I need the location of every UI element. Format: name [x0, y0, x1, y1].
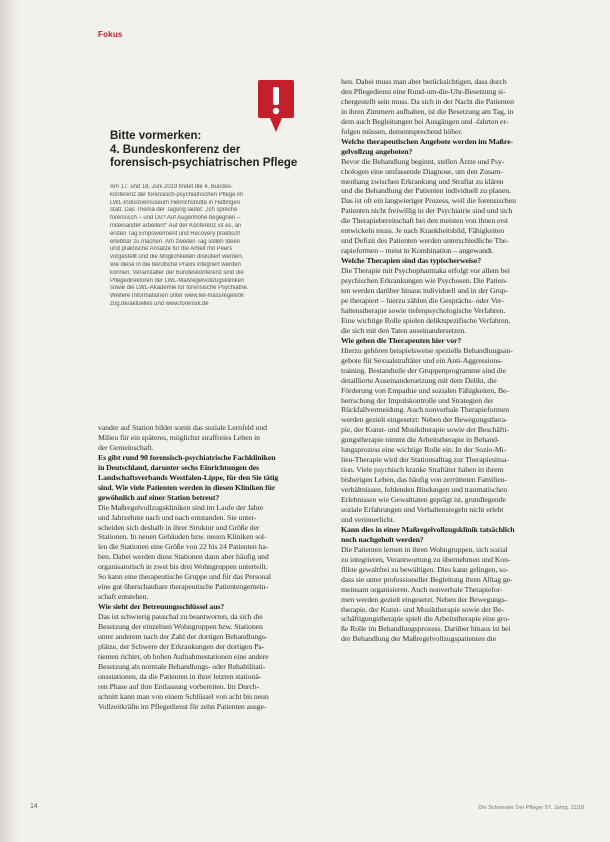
text-line: organisatorisch in zwei bis drei Wohngruppen unterteilt.: [98, 562, 268, 572]
text-line: schnitt kann man von einem Schlüssel von acht bis neun: [98, 691, 269, 701]
text-line: haltenstherapie sowie tiefenpsychologische Verfahren.: [341, 305, 506, 315]
title-line: Bitte vormerken:: [110, 130, 202, 142]
text-line: len die Stationen eine Größe von 22 bis 24 Patienten ha-: [98, 542, 269, 552]
text-line: chologen eine umfassende Diagnose, um den Zusam-: [341, 166, 503, 176]
body-line: vorgestellt und die Möglichkeiten diskutiert werden,: [110, 254, 244, 261]
question-line: Es gibt rund 90 forensisch-psychiatrische Fachkliniken: [98, 452, 276, 462]
text-line: Erlebnissen wie Gewalttaten geprägt ist, grundlegende: [341, 495, 506, 505]
body-line: ersten Tag Empowerment und Recovery praktisch: [110, 230, 241, 237]
text-line: ten werden darüber hinaus individuell und in der Grup-: [341, 286, 508, 296]
text-line: dass sie unter professioneller Begleitung ihren Alltag ge-: [341, 574, 513, 584]
text-line: und Jahrzehnte nach und nach entstanden. Sie unter-: [98, 512, 257, 522]
text-line: der Behandlung der Maßregelvollzugspatienten die: [341, 634, 496, 644]
publication-source: Die Schwester Der Pfleger 57. Jahrg. 11|18: [478, 805, 584, 811]
text-line: entwickeln muss. Je nach Krankheitsbild, Fähigkeiten: [341, 226, 505, 236]
section-label: Fokus: [98, 30, 123, 39]
text-line: die sich mit den Taten auseinandersetzen.: [341, 325, 467, 335]
article-column-left: [98, 423, 326, 712]
text-line: in ihren Zimmern aufhalten, ist die Besetzung am Tag, in: [341, 106, 514, 116]
text-line: Förderung von Empathie und sozialen Fähigkeiten, Be-: [341, 385, 509, 395]
text-line: gebote für Sexualstraftäter und ein Anti-Aggressions-: [341, 355, 503, 365]
body-line: LWL-Industriemuseum Henrichshütte in Hattingen: [110, 199, 240, 206]
text-line: ße Rolle im Behandlungsprozess. Darüber hinaus ist bei: [341, 624, 511, 634]
text-line: Die Patienten lernen in ihren Wohngruppen, sich sozial: [341, 544, 508, 554]
body-line: miteinander arbeiten!“ Auf der Konferenz ist es, an: [110, 222, 242, 229]
body-line: erlebbar zu machen. Am zweiten Tag sollen Ideen: [110, 238, 240, 245]
text-line: der Gemeinschaft.: [98, 442, 154, 452]
text-line: Rückfallvermeidung. Auch nonverbale Therapieformen: [341, 405, 510, 415]
body-line: statt. Das Thema der Tagung lautet: „Ich spreche: [110, 207, 238, 214]
title-line: 4. Bundeskonferenz der: [110, 143, 241, 156]
text-line: detaillierte Auseinandersetzung mit dem Delikt, die: [341, 375, 497, 385]
exclamation-alert-icon: [256, 78, 296, 134]
text-line: Besetzung der einzelnen Wohngruppen bzw. Stationen: [98, 622, 263, 632]
question-line: Welche therapeutischen Angebote werden im Maßre-: [341, 136, 513, 146]
text-line: ben. Dabei werden diese Stationen dann aber häufig und: [98, 552, 269, 562]
text-line: verhältnissen, fehlenden Bindungen und traumatischen: [341, 485, 508, 495]
body-line: können. Veranstalter der Bundeskonferenz sind die: [110, 269, 244, 276]
text-line: und die Behandlung der Patienten individuell zu planen.: [341, 186, 511, 196]
text-line: rapieformen – meist in Kombination – angewandt.: [341, 246, 494, 256]
box-title: [110, 130, 310, 171]
question-line: in Deutschland, darunter sechs Einrichtungen des: [98, 462, 259, 472]
body-line: Am 17. und 18. Juni 2019 findet die 4. Bundes-: [110, 184, 233, 190]
text-line: zu integrieren, Verantwortung zu übernehmen und Kon-: [341, 554, 511, 564]
text-line: werden gezielt eingesetzt: Neben der Bewegungsthera-: [341, 415, 508, 425]
body-line: zug.de/aktuelles und www.forensik.de: [110, 300, 209, 307]
question-line: Wie gehen die Therapeuten hier vor?: [341, 335, 462, 345]
body-line: wie diese in die berufliche Praxis integriert werden: [110, 261, 241, 268]
text-line: chergestellt sein muss. Da sich in der Nacht die Patienten: [341, 96, 514, 106]
text-line: vander auf Station bildet somit das soziale Lernfeld und: [98, 423, 267, 432]
text-line: menhang zwischen Erkrankung und Straftat zu klären: [341, 176, 504, 186]
text-line: herrschung der Impulskontrolle und Strategien der: [341, 395, 494, 405]
question-line: gelvollzug angeboten?: [341, 146, 413, 156]
text-line: Das ist oft ein langwieriger Prozess, weil die forensischen: [341, 196, 516, 206]
text-line: Die Therapie mit Psychopharmaka erfolgt vor allem bei: [341, 266, 510, 276]
question-line: sind. Wie viele Patienten werden in diesen Kliniken für: [98, 482, 276, 492]
question-line: Wie sieht der Betreuungsschlüssel aus?: [98, 602, 225, 612]
text-line: Besetzung als normale Behandlungs- oder Rehabilitati-: [98, 661, 266, 671]
title-line: forensisch-psychiatrischen Pflege: [110, 157, 298, 169]
text-line: soziale Erfahrungen und Verhaltensregeln nicht erlebt: [341, 504, 504, 514]
text-line: men werden gezielt eingesetzt. Neben der Bewegungs-: [341, 594, 508, 604]
text-line: flikte gewaltfrei zu bewältigen. Dies kann gelingen, so-: [341, 564, 509, 574]
text-line: meinsam organisieren. Auch nonverbale Therapiefor-: [341, 584, 503, 594]
text-line: Bevor die Behandlung beginnt, stellen Ärzte und Psy-: [341, 156, 505, 166]
text-line: folgen müssen, dementsprechend höher.: [341, 126, 463, 136]
text-line: scheiden sich deshalb in ihrer Struktur und Größe der: [98, 522, 260, 532]
text-line: therapie, der Kunst- und Musiktherapie sowie der Be-: [341, 604, 504, 614]
text-line: schäftigungstherapie spielt die Arbeitstherapie eine gro-: [341, 614, 510, 624]
text-line: den Pflegedienst eine Rund-um-die-Uhr-Besetzung si-: [341, 86, 506, 96]
text-line: unter anderem nach der Zahl der dortigen Behandlungs-: [98, 632, 268, 642]
text-line: Vollzeitkräfte im Pflegedienst für zehn Patienten ausge-: [98, 701, 267, 711]
question-line: gewöhnlich auf einer Station betreut?: [98, 492, 220, 502]
text-line: die Therapiebereitschaft bei den meisten von ihnen erst: [341, 216, 508, 226]
text-line: lieu-Therapie wird der Stationsalltag zur Therapiesitua-: [341, 455, 509, 465]
body-line: forensisch – und Du? Auf Augenhöhe begegnen –: [110, 215, 241, 222]
text-line: und verinnerlicht.: [341, 514, 395, 524]
text-line: hen. Dabei muss man aber berücksichtigen, dass durch: [341, 77, 507, 86]
text-line: plätze, der Schwere der Erkrankungen der dortigen Pa-: [98, 641, 265, 651]
question-line: Landschaftsverbands Westfalen-Lippe, für den Sie tätig: [98, 472, 279, 482]
text-line: Stationen. In neuen Gebäuden bzw. neuen Kliniken sol-: [98, 532, 267, 542]
text-line: So kann eine therapeutische Gruppe und für das Personal: [98, 572, 271, 582]
body-line: und praktische Ansätze für die Arbeit mit Peers: [110, 246, 233, 253]
text-line: dem auch Begleitungen bei Ausgängen und -fahrten er-: [341, 116, 509, 126]
text-line: ren Phase auf ihre Entlassung vorbereiten. Im Durch-: [98, 681, 260, 691]
text-line: tion. Viele psychisch kranke Straftäter haben in ihrem: [341, 465, 504, 475]
question-line: Welche Therapien sind das typischerweise?: [341, 256, 482, 266]
body-line: Weitere Informationen unter www.lwl-massregelvoll: [110, 293, 244, 300]
body-line: sowie die LWL-Akademie für forensische Psychiatrie.: [110, 285, 249, 292]
text-line: lungsprozess eine wichtige Rolle ein. In der Sozio-Mi-: [341, 445, 507, 455]
text-line: Das ist schwierig pauschal zu beantworten, da sich die: [98, 612, 263, 622]
text-line: schaft entstehen.: [98, 592, 149, 602]
text-line: onsstationen, da die Patienten in ihrer letzten stationä-: [98, 671, 262, 681]
text-line: Eine wichtige Rolle spielen deliktspezifische Verfahren,: [341, 315, 511, 325]
text-line: pie, der Kunst- und Musiktherapie sowie der Beschäfti-: [341, 425, 509, 435]
question-line: Kann dies in einer Maßregelvollzugsklinik tatsächlich: [341, 524, 515, 534]
text-line: Milieu für ein späteres, möglichst straffreies Leben in: [98, 432, 260, 442]
text-line: Patienten nicht freiwillig in der Psychiatrie sind und sich: [341, 206, 513, 216]
text-line: gungstherapie nimmt die Arbeitstherapie in Behand-: [341, 435, 500, 445]
question-line: noch nachgeholt werden?: [341, 534, 424, 544]
body-line: konferenz der forensisch-psychiatrischen Pflege im: [110, 191, 244, 198]
text-line: training. Bestandteile der Gruppenprogramme sind die: [341, 365, 506, 375]
body-line: Pflegedirektoren der LWL-Maßregelvollzugskliniken: [110, 277, 245, 284]
page-gutter: [0, 0, 20, 842]
page-number: 14: [30, 803, 38, 810]
text-line: Hierzu gehören beispielsweise spezielle Behandlungsan-: [341, 345, 513, 355]
text-line: tienten richtet, ob hohen Aufnahmestationen eine andere: [98, 651, 269, 661]
text-line: pe therapiert – hierzu zählen die Gesprächs- oder Ver-: [341, 295, 504, 305]
text-line: Die Maßregelvollzugskliniken sind im Laufe der Jahre: [98, 502, 264, 512]
article-column-right: [341, 77, 570, 644]
text-line: eine gut überschaubare therapeutische Patientengemein-: [98, 582, 268, 592]
text-line: und Defizit des Patienten werden unterschiedliche The-: [341, 236, 509, 246]
text-line: psychischen Erkrankungen wie Psychosen. Die Patien-: [341, 276, 508, 286]
text-line: bisherigen Leben, das häufig von zerrütteten Familien-: [341, 475, 507, 485]
box-body: [110, 184, 310, 309]
